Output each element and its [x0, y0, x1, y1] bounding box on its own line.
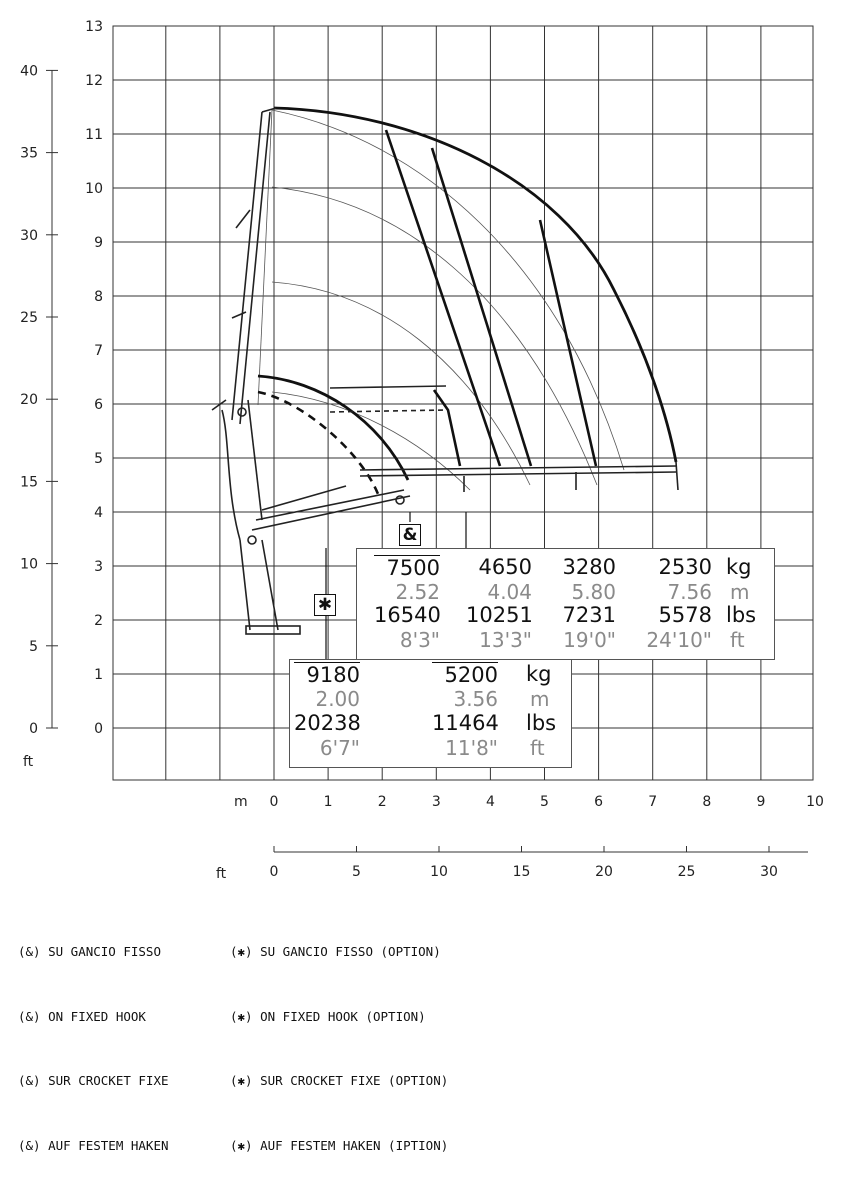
- y-tick-label: 6: [94, 397, 103, 413]
- legend-left-2: (&) ON FIXED HOOK: [18, 1008, 146, 1024]
- x-tick-label: 0: [269, 794, 279, 810]
- y-tick-label: 4: [94, 505, 103, 521]
- y-tick-label: 9: [94, 235, 103, 251]
- y-tick-label: 0: [94, 721, 103, 737]
- x-axis-m-unit: m: [234, 794, 248, 810]
- fixed-hook-lbs-2: 10251: [466, 603, 533, 627]
- x-tick-label: 1: [323, 794, 333, 810]
- ft-tick-label: 10: [20, 556, 38, 573]
- y-tick-label: 8: [94, 289, 103, 305]
- ft-vertical-axis: [46, 70, 58, 728]
- fixed-hook-kg-2: 4650: [478, 555, 532, 579]
- fixed-hook-ft-3: 19'0": [563, 628, 616, 652]
- ft-tick-label: 40: [20, 63, 38, 80]
- option-lbs-2: 11464: [432, 711, 499, 735]
- legend-left-1: (&) SU GANCIO FISSO: [18, 944, 161, 959]
- option-marker: ✱: [314, 594, 336, 616]
- option-unit-ft: ft: [530, 736, 545, 760]
- fixed-hook-kg-4: 2530: [658, 555, 712, 579]
- fixed-hook-m-1: 2.52: [395, 580, 440, 604]
- x-tick-label: 8: [702, 794, 712, 810]
- legend-option: [230, 898, 448, 1178]
- y-tick-label: 1: [94, 667, 103, 683]
- x-ft-tick-label: 15: [512, 864, 531, 880]
- fixed-hook-m-4: 7.56: [667, 580, 712, 604]
- x-ft-tick-label: 0: [269, 864, 279, 880]
- fixed-hook-kg-1: 7500: [374, 555, 440, 580]
- y-tick-label: 11: [85, 127, 103, 143]
- legend-fixed-hook: [18, 898, 169, 1178]
- y-tick-label: 2: [94, 613, 103, 629]
- x-axis-m-labels: [270, 794, 824, 810]
- inner-envelope-curve: [258, 376, 408, 480]
- fixed-hook-lbs-4: 5578: [658, 603, 712, 627]
- x-tick-label: 10: [806, 794, 824, 810]
- y-tick-label: 12: [85, 73, 103, 89]
- x-tick-label: 4: [485, 794, 495, 810]
- x-tick-label: 9: [756, 794, 766, 810]
- radius-arcs: [258, 110, 624, 490]
- option-unit-kg: kg: [526, 662, 552, 686]
- legend-left-4: (&) AUF FESTEM HAKEN: [18, 1137, 169, 1153]
- y-tick-label: 3: [94, 559, 103, 575]
- fixed-hook-unit-lbs: lbs: [726, 603, 757, 627]
- fixed-hook-ft-4: 24'10": [646, 628, 712, 652]
- x-axis-ft-unit: ft: [216, 866, 227, 882]
- fixed-hook-kg-3: 3280: [562, 555, 616, 579]
- option-unit-m: m: [530, 687, 550, 711]
- y-axis-labels: [85, 19, 103, 737]
- x-ft-tick-label: 30: [760, 864, 778, 880]
- y-tick-label: 10: [85, 181, 103, 197]
- boom-extension-lines: [386, 130, 596, 466]
- option-ft-1: 6'7": [319, 736, 360, 760]
- x-tick-label: 2: [377, 794, 387, 810]
- y-tick-label: 5: [94, 451, 103, 467]
- ft-tick-label: 35: [20, 145, 38, 162]
- option-ft-2: 11'8": [445, 736, 498, 760]
- x-tick-label: 7: [648, 794, 658, 810]
- ft-tick-label: 30: [20, 227, 38, 244]
- legend-right-3: (✱) SUR CROCKET FIXE (OPTION): [230, 1073, 449, 1088]
- fixed-hook-unit-kg: kg: [726, 555, 752, 579]
- x-ft-tick-label: 10: [430, 864, 448, 880]
- ft-vertical-labels: [20, 63, 38, 737]
- ft-vertical-unit: ft: [23, 754, 34, 770]
- ft-tick-label: 25: [20, 310, 38, 326]
- x-ft-tick-label: 5: [352, 864, 361, 880]
- fixed-hook-ft-1: 8'3": [399, 628, 440, 652]
- fixed-hook-ft-2: 13'3": [479, 628, 532, 652]
- option-kg-1: 9180: [294, 662, 360, 687]
- x-ft-tick-label: 25: [677, 864, 696, 880]
- option-envelope-dashed: [258, 392, 378, 494]
- ft-tick-label: 15: [20, 474, 38, 491]
- x-tick-label: 3: [431, 794, 441, 810]
- legend-right-4: (✱) AUF FESTEM HAKEN (IPTION): [230, 1137, 449, 1153]
- fixed-hook-unit-ft: ft: [730, 628, 745, 652]
- ft-tick-label: 0: [29, 721, 38, 737]
- fixed-hook-m-3: 5.80: [571, 580, 616, 604]
- fixed-hook-unit-m: m: [730, 580, 750, 604]
- legend-right-1: (✱) SU GANCIO FISSO (OPTION): [230, 944, 441, 959]
- y-tick-label: 13: [85, 19, 103, 35]
- legend-left-3: (&) SUR CROCKET FIXE: [18, 1073, 169, 1088]
- ft-tick-label: 20: [20, 392, 38, 409]
- fixed-hook-lbs-3: 7231: [562, 603, 616, 627]
- fixed-hook-marker: &: [399, 524, 421, 546]
- ft-tick-label: 5: [29, 638, 38, 655]
- option-lbs-1: 20238: [294, 711, 361, 735]
- x-axis-ft-labels: [270, 864, 778, 880]
- option-m-1: 2.00: [315, 687, 360, 711]
- fixed-hook-lbs-1: 16540: [374, 603, 441, 627]
- option-unit-lbs: lbs: [526, 711, 557, 735]
- y-tick-label: 7: [94, 343, 103, 359]
- legend-right-2: (✱) ON FIXED HOOK (OPTION): [230, 1008, 426, 1024]
- x-tick-label: 6: [594, 794, 604, 810]
- x-tick-label: 5: [540, 794, 549, 810]
- x-axis-ft-line: [274, 846, 808, 852]
- option-m-2: 3.56: [453, 687, 498, 711]
- x-ft-tick-label: 20: [595, 864, 613, 880]
- option-kg-2: 5200: [432, 662, 498, 687]
- fixed-hook-m-2: 4.04: [487, 580, 532, 604]
